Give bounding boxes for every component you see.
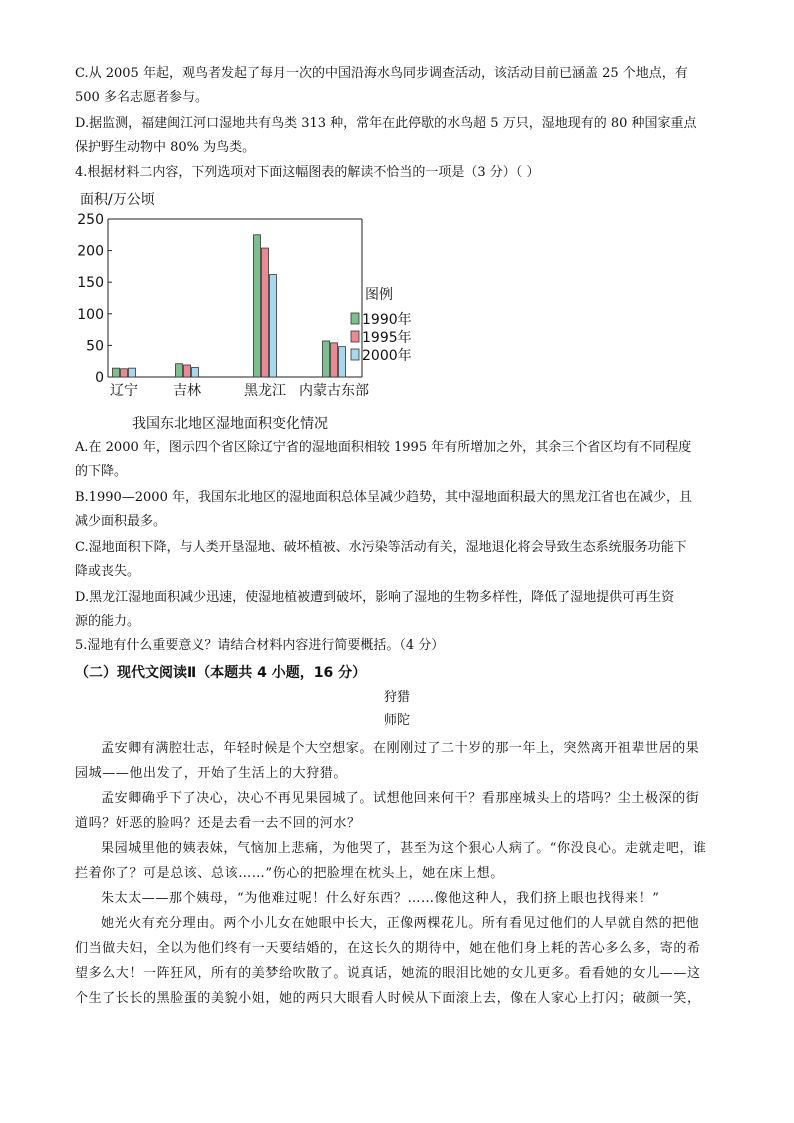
q4-option-c-line1: C.湿地面积下降，与人类开垦湿地、破坏植被、水污染等活动有关，湿地退化将会导致生态系统服务功能下 bbox=[75, 540, 687, 555]
story-author: 师陀 bbox=[383, 713, 410, 728]
story-paragraph-5-line1: 她光火有充分理由。两个小儿女在她眼中长大，正像两棵花儿。所有看见过他们的人早就自然的把他 bbox=[101, 916, 700, 931]
chart-y-tick-label: 250 bbox=[77, 212, 104, 228]
story-paragraph-1-line2: 园城——他出发了，开始了生活上的大狩猎。 bbox=[75, 766, 348, 781]
bar-内蒙古东部-1990年 bbox=[323, 341, 330, 377]
q3-option-d-line1: D.据监测，福建闽江河口湿地共有鸟类 313 种，常年在此停歇的水鸟超 5 万只，湿地现有的 80 种国家重点 bbox=[75, 116, 697, 131]
q4-option-a-line2: 的下降。 bbox=[75, 464, 128, 479]
legend-label-2000年: 2000年 bbox=[362, 348, 412, 364]
q3-option-d-line2: 保护野生动物中 80% 为鸟类。 bbox=[75, 140, 256, 155]
story-paragraph-5-line3: 望多么大！一阵狂风，所有的美梦给吹散了。说真话，她流的眼泪比她的女儿更多。看看她的女儿——这 bbox=[75, 966, 701, 981]
chart-y-tick-label: 50 bbox=[86, 338, 104, 355]
story-paragraph-5-line4: 个生了长长的黑脸蛋的美貌小姐，她的两只大眼看人时候从下面滚上去，像在人家心上打闪；破颜一笑， bbox=[75, 991, 701, 1006]
story-paragraph-3-line1: 果园城里他的姨表妹，气恼加上悲痛，为他哭了，甚至为这个狠心人病了。“你没良心。走就走吧，谁 bbox=[101, 841, 707, 856]
wetland-area-chart bbox=[77, 188, 412, 438]
legend-swatch-1990年 bbox=[351, 313, 359, 324]
bar-内蒙古东部-1995年 bbox=[331, 343, 338, 377]
chart-x-tick-label: 辽宁 bbox=[110, 383, 138, 399]
story-title: 狩猎 bbox=[383, 690, 410, 705]
q5-question: 5.湿地有什么重要意义？请结合材料内容进行简要概括。（4 分） bbox=[75, 638, 445, 653]
bar-内蒙古东部-2000年 bbox=[339, 347, 346, 377]
bar-辽宁-2000年 bbox=[129, 368, 136, 377]
chart-y-tick-label: 150 bbox=[77, 275, 104, 292]
chart-x-tick-label: 吉林 bbox=[173, 383, 201, 399]
story-paragraph-2-line1: 孟安卿确乎下了决心，决心不再见果园城了。试想他回来何干？看那座城头上的塔吗？尘土极深的街 bbox=[101, 791, 700, 806]
q4-option-d-line1: D.黑龙江湿地面积减少迅速，使湿地植被遭到破坏，影响了湿地的生物多样性，降低了湿地提供可再生资 bbox=[75, 590, 675, 605]
chart-x-tick-label: 黑龙江 bbox=[244, 383, 286, 399]
bar-黑龙江-2000年 bbox=[270, 275, 277, 377]
legend-swatch-1995年 bbox=[351, 331, 359, 342]
bar-黑龙江-1995年 bbox=[262, 248, 269, 377]
chart-y-tick-label: 200 bbox=[77, 243, 104, 260]
q4-option-d-line2: 源的能力。 bbox=[75, 614, 141, 629]
q3-option-c-line1: C.从 2005 年起，观鸟者发起了每月一次的中国沿海水鸟同步调查活动，该活动目前已涵盖 25 个地点，有 bbox=[75, 66, 688, 81]
bar-吉林-2000年 bbox=[192, 368, 199, 377]
story-paragraph-4: 朱太太——那个姨母，“为他难过呢！什么好东西？……像他这种人，我们挤上眼也找得来！” bbox=[101, 891, 660, 906]
chart-x-tick-label: 内蒙古东部 bbox=[299, 383, 369, 399]
bar-吉林-1995年 bbox=[184, 365, 191, 377]
chart-y-axis-label: 面积/万公顷 bbox=[80, 192, 155, 208]
q3-option-c-line2: 500 多名志愿者参与。 bbox=[75, 90, 208, 105]
section-heading: （二）现代文阅读Ⅱ（本题共 4 小题，16 分） bbox=[75, 665, 367, 681]
q4-option-c-line2: 降或丧失。 bbox=[75, 564, 141, 579]
story-paragraph-2-line2: 道吗？奸恶的脸吗？还是去看一去不回的河水？ bbox=[75, 816, 361, 831]
legend-label-1990年: 1990年 bbox=[362, 312, 412, 328]
q4-question: 4.根据材料二内容，下列选项对下面这幅图表的解读不恰当的一项是（3 分）（ ） bbox=[75, 165, 540, 180]
story-paragraph-1-line1: 孟安卿有满腔壮志，年轻时候是个大空想家。在刚刚过了二十岁的那一年上，突然离开祖辈世居的果 bbox=[101, 741, 700, 756]
chart-y-tick-label: 0 bbox=[95, 370, 104, 386]
legend-swatch-2000年 bbox=[351, 349, 359, 360]
legend-label-1995年: 1995年 bbox=[362, 330, 412, 346]
story-paragraph-5-line2: 们当做夫妇，全以为他们终有一天要结婚的，在这长久的期待中，她在他们身上耗的苦心多么多，寄的希 bbox=[75, 941, 701, 956]
q4-option-b-line1: B.1990—2000 年，我国东北地区的湿地面积总体呈减少趋势，其中湿地面积最大的黑龙江省也在减少，且 bbox=[75, 490, 692, 505]
q4-option-a-line1: A.在 2000 年，图示四个省区除辽宁省的湿地面积相较 1995 年有所增加之外，其余三个省区均有不同程度 bbox=[75, 440, 692, 455]
bar-黑龙江-1990年 bbox=[254, 235, 261, 377]
chart-y-tick-label: 100 bbox=[77, 306, 104, 323]
bar-辽宁-1995年 bbox=[121, 369, 128, 377]
chart-legend-title: 图例 bbox=[365, 287, 393, 303]
story-paragraph-3-line2: 拦着你了？可是总该、总该……”伤心的把脸埋在枕头上，她在床上想。 bbox=[75, 866, 504, 881]
bar-辽宁-1990年 bbox=[113, 368, 120, 377]
bar-吉林-1990年 bbox=[176, 364, 183, 377]
q4-option-b-line2: 减少面积最多。 bbox=[75, 514, 167, 529]
chart-title: 我国东北地区湿地面积变化情况 bbox=[132, 416, 328, 432]
